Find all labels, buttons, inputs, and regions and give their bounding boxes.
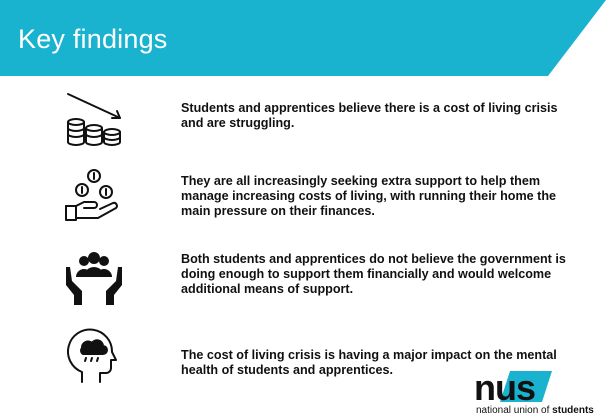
nus-logo	[472, 368, 602, 416]
logo-tagline	[476, 405, 594, 416]
page-title: Key findings	[18, 24, 168, 54]
declining-coins-icon	[62, 88, 126, 152]
nus-logo-mark	[472, 368, 552, 404]
finding-2-text: They are all increasingly seeking extra support to help them manage increasing costs of living, with running their home the main pressure on their finances.	[181, 174, 557, 218]
head-raincloud-icon	[62, 322, 126, 386]
logo-tagline-prefix: national union of	[476, 405, 553, 416]
header-banner	[0, 0, 606, 76]
finding-3-text: Both students and apprentices do not believe the government is doing enough to support them financially and would welcome additional means of support.	[181, 252, 566, 296]
finding-1-text: Students and apprentices believe there is a cost of living crisis and are struggling.	[181, 101, 558, 130]
svg-text:nus: nus	[474, 368, 536, 404]
finding-4-text: The cost of living crisis is having a major impact on the mental health of students and apprentices.	[181, 348, 557, 377]
hands-people-icon	[62, 247, 126, 311]
hand-coins-icon	[62, 166, 126, 230]
logo-tagline-bold: students	[552, 405, 594, 416]
